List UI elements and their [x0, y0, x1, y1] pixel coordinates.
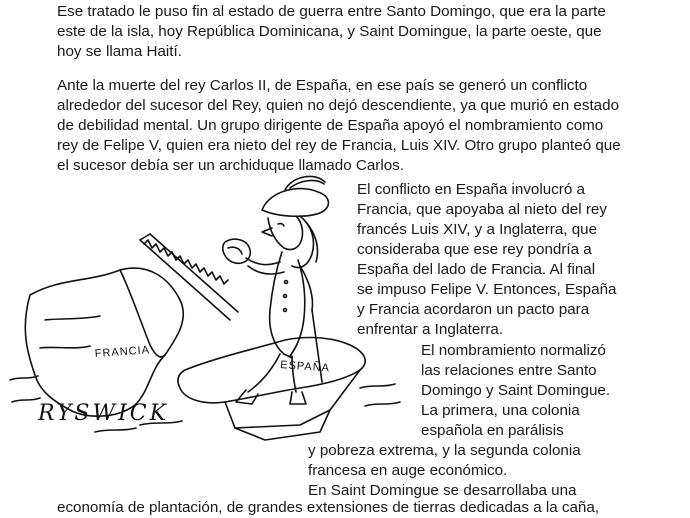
label-francia: FRANCIA — [94, 344, 151, 360]
text-line: francés Luis XIV, y a Inglaterra, que — [357, 221, 598, 238]
text-line: francesa en auge económico. — [308, 462, 508, 479]
text-line: La primera, una colonia — [421, 402, 580, 419]
cartoon-drawing — [0, 170, 420, 470]
text-line: consideraba que ese rey pondría a — [357, 241, 592, 258]
text-line: Domingo y Saint Domingue. — [421, 382, 611, 399]
text-line: este de la isla, hoy República Dominicana, y Saint Domingue, la parte oeste, que — [57, 23, 602, 40]
illustration-cartoon — [0, 170, 420, 470]
text-line: y Francia acordaron un pacto para — [357, 301, 590, 318]
text-line: En Saint Domingue se desarrollaba una — [308, 482, 577, 499]
text-line: las relaciones entre Santo — [421, 362, 597, 379]
text-line: alrededor del sucesor del Rey, quien no dejó descendiente, ya que murió en estado — [57, 97, 620, 114]
text-line: se impuso Felipe V. Entonces, España — [357, 281, 617, 298]
text-line: y pobreza extrema, y la segunda colonia — [308, 442, 581, 459]
text-line: Ese tratado le puso fin al estado de guerra entre Santo Domingo, que era la parte — [57, 3, 606, 20]
text-line: El conflicto en España involucró a — [357, 181, 585, 198]
text-line: Ante la muerte del rey Carlos II, de España, en ese país se generó un conflicto — [57, 77, 588, 94]
text-line: enfrentar a Inglaterra. — [357, 321, 504, 338]
text-line: el sucesor debía ser un archiduque llamado Carlos. — [57, 157, 404, 174]
text-line: España del lado de Francia. Al final — [357, 261, 596, 278]
text-line: de debilidad mental. Un grupo dirigente de España apoyó el nombramiento como — [57, 117, 604, 134]
text-line: rey de Felipe V, quien era nieto del rey de Francia, Luis XIV. Otro grupo planteó que — [57, 137, 621, 154]
label-espana: ESPAÑA — [279, 359, 331, 375]
text-line: economía de plantación, de grandes extensiones de tierras dedicadas a la caña, — [57, 499, 600, 516]
caption-ryswick: RYSWICK — [38, 401, 170, 426]
text-line: hoy se llama Haití. — [57, 43, 182, 60]
text-line: española en parálisis — [421, 422, 564, 439]
text-line: El nombramiento normalizó — [421, 342, 606, 359]
text-line: Francia, que apoyaba al nieto del rey — [357, 201, 607, 218]
